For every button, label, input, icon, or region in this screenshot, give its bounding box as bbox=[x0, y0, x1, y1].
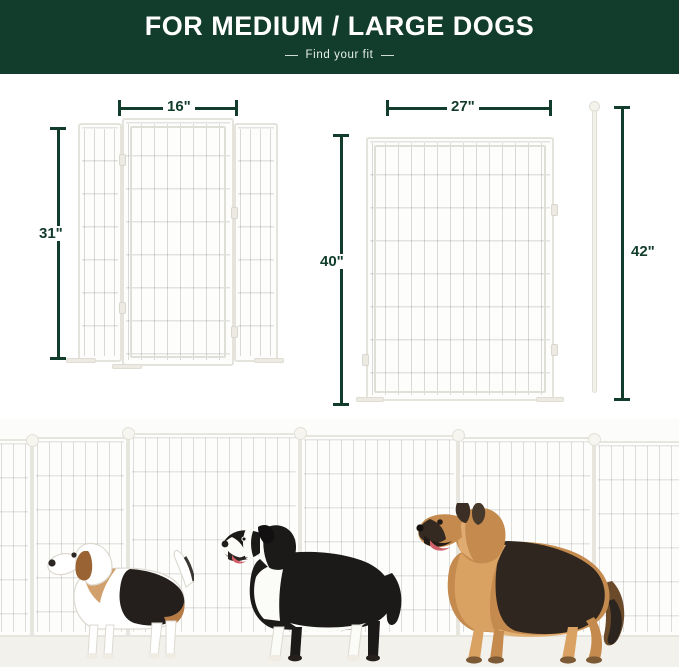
fence-panel bbox=[0, 439, 32, 637]
door-assembly-left-wing bbox=[78, 123, 122, 362]
standard-panel-connector-top-icon bbox=[551, 204, 558, 216]
door-inner-frame bbox=[130, 126, 226, 358]
lifestyle-photo bbox=[0, 419, 679, 667]
dim-31-line bbox=[57, 127, 60, 359]
standard-panel-connector-left-icon bbox=[362, 354, 369, 366]
door-assembly-right-wing bbox=[234, 123, 278, 362]
dim-27-cap-left bbox=[386, 100, 389, 116]
dim-40-cap-top bbox=[333, 134, 349, 137]
standard-panel-inner-frame bbox=[374, 145, 546, 393]
fence-post-cap-icon bbox=[26, 434, 39, 447]
dim-42-cap-bottom bbox=[614, 398, 630, 401]
dim-40-cap-bottom bbox=[333, 403, 349, 406]
dim-27-cap-right bbox=[549, 100, 552, 116]
dog-german-shepherd bbox=[412, 503, 630, 665]
fence-post-cap-icon bbox=[294, 427, 307, 440]
dash-left-decoration bbox=[285, 55, 298, 56]
dim-27-label: 27" bbox=[447, 99, 479, 114]
standard-panel-connector-bottom-icon bbox=[551, 344, 558, 356]
panel-foot-left bbox=[66, 358, 96, 363]
fence-post-cap-icon bbox=[452, 429, 465, 442]
stake-shaft bbox=[592, 110, 597, 393]
dim-42-line bbox=[621, 106, 624, 400]
standard-panel-foot-left bbox=[356, 397, 384, 402]
panel-foot-right bbox=[254, 358, 284, 363]
door-latch-bottom-icon bbox=[231, 326, 238, 338]
dim-16-label: 16" bbox=[163, 99, 195, 114]
dog-border-collie bbox=[216, 515, 406, 663]
door-hinge-top-icon bbox=[119, 154, 126, 166]
dash-right-decoration bbox=[381, 55, 394, 56]
dim-42-label: 42" bbox=[627, 244, 659, 259]
page-title: FOR MEDIUM / LARGE DOGS bbox=[144, 11, 535, 41]
standard-panel-foot-right bbox=[536, 397, 564, 402]
door-hinge-bottom-icon bbox=[119, 302, 126, 314]
dim-40-label: 40" bbox=[316, 254, 348, 269]
dim-31-cap-top bbox=[50, 127, 66, 130]
header-subtitle-group bbox=[285, 49, 395, 61]
fence-post-cap-icon bbox=[122, 427, 135, 440]
dim-31-label: 31" bbox=[35, 226, 67, 241]
dim-42-cap-top bbox=[614, 106, 630, 109]
product-dimension-diagram bbox=[0, 74, 679, 419]
dim-31-cap-bottom bbox=[50, 357, 66, 360]
door-latch-top-icon bbox=[231, 207, 238, 219]
dim-16-cap-right bbox=[235, 100, 238, 116]
dim-16-cap-left bbox=[118, 100, 121, 116]
header-subtitle: Find your fit bbox=[305, 49, 374, 61]
fence-post-cap-icon bbox=[588, 433, 601, 446]
panel-foot-center bbox=[112, 364, 142, 369]
header-banner bbox=[0, 0, 679, 74]
dog-beagle bbox=[44, 525, 194, 661]
